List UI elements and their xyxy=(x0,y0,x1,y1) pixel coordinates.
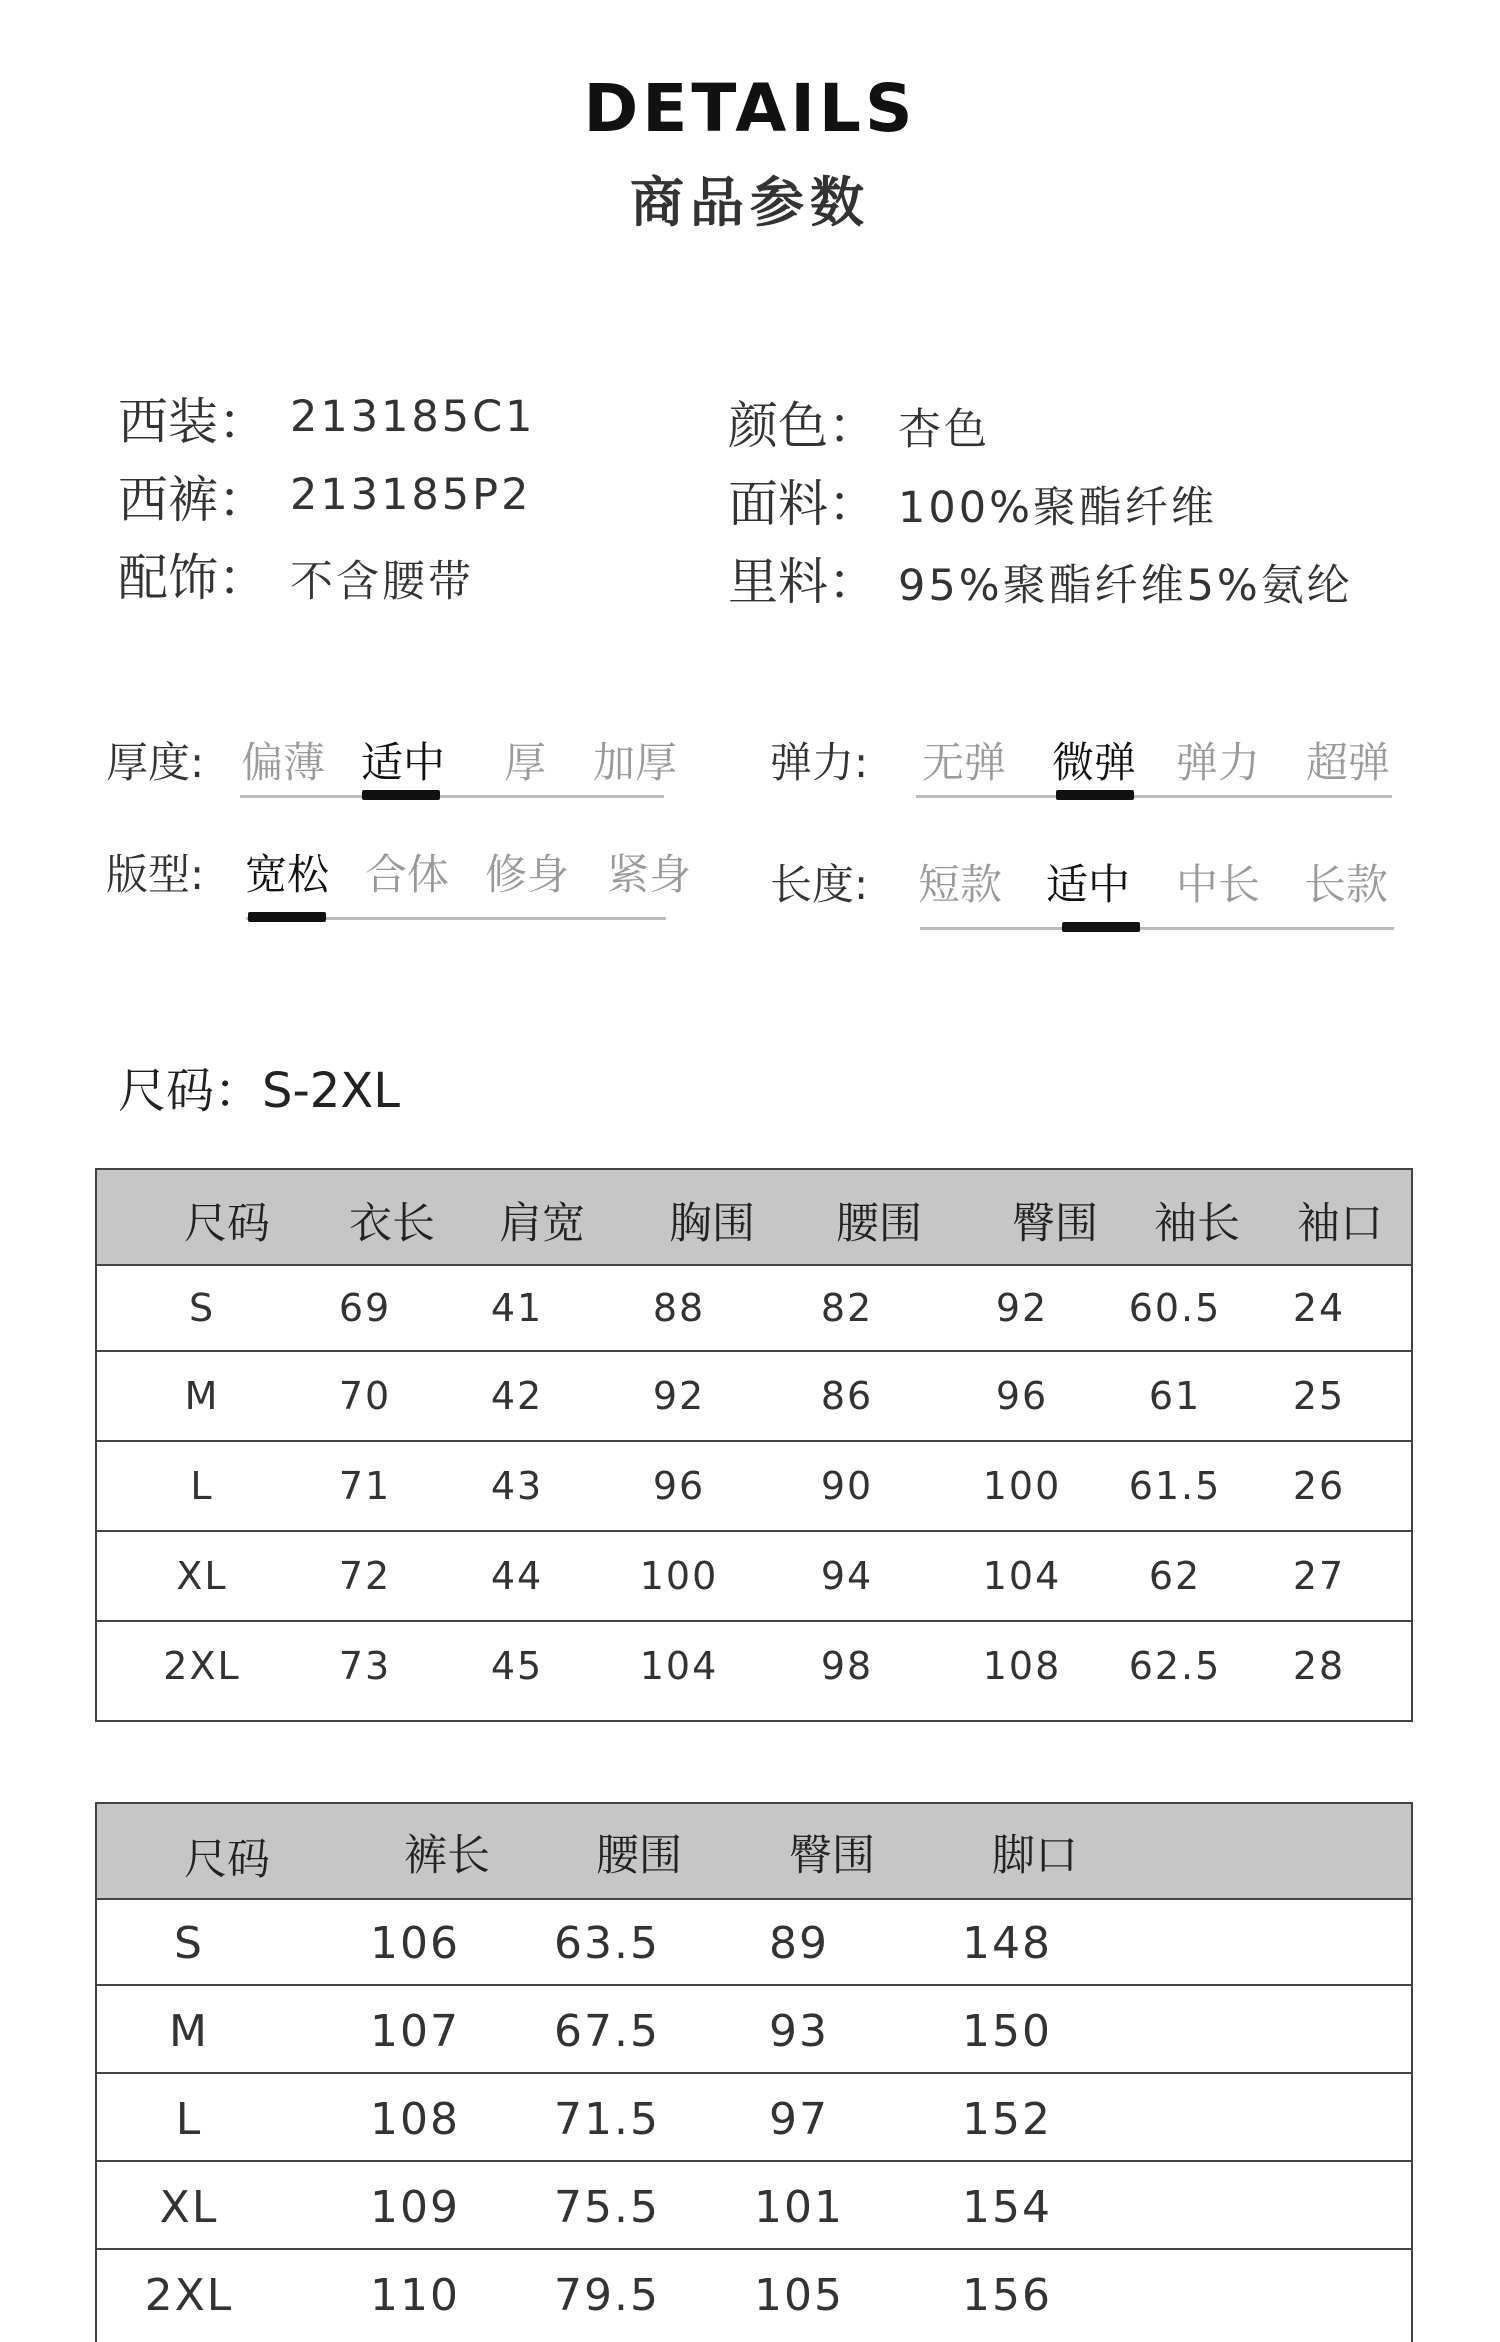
jacket-cell: 24 xyxy=(1292,1286,1346,1330)
jacket-cell: 69 xyxy=(338,1286,392,1330)
jacket-cell: 27 xyxy=(1292,1554,1346,1598)
pants-cell: 2XL xyxy=(144,2270,234,2321)
pants-cell: M xyxy=(169,2006,209,2057)
jacket-cell: 108 xyxy=(982,1644,1062,1688)
thickness-option-thin: 偏薄 xyxy=(240,738,325,787)
elasticity-track xyxy=(916,795,1392,798)
pants-header-hip: 臀围 xyxy=(789,1831,875,1881)
pants-cell: 156 xyxy=(962,2270,1052,2321)
lining-value: 95%聚酯纤维5%氨纶 xyxy=(898,561,1353,611)
jacket-row-divider xyxy=(97,1620,1411,1622)
jacket-header-sleeve: 袖长 xyxy=(1154,1199,1240,1249)
jacket-cell: XL xyxy=(176,1554,228,1598)
pants-cell: 105 xyxy=(754,2270,844,2321)
jacket-row-divider xyxy=(97,1530,1411,1532)
jacket-header-chest: 胸围 xyxy=(669,1199,755,1249)
jacket-cell: M xyxy=(184,1374,220,1418)
elasticity-option-elastic: 弹力 xyxy=(1175,738,1260,787)
jacket-cell: 96 xyxy=(995,1374,1049,1418)
pants-label: 西裤： xyxy=(118,471,268,529)
jacket-cell: 61 xyxy=(1148,1374,1202,1418)
jacket-cell: 2XL xyxy=(163,1644,241,1688)
pants-cell: 108 xyxy=(370,2094,460,2145)
jacket-cell: L xyxy=(190,1464,214,1508)
pants-cell: 154 xyxy=(962,2182,1052,2233)
lining-label: 里料： xyxy=(728,553,878,611)
pants-cell: 107 xyxy=(370,2006,460,2057)
fit-option-tight: 紧身 xyxy=(606,850,691,899)
jacket-cell: 26 xyxy=(1292,1464,1346,1508)
jacket-cell: 25 xyxy=(1292,1374,1346,1418)
title-zh: 商品参数 xyxy=(630,171,870,234)
fabric-value: 100%聚酯纤维 xyxy=(898,483,1217,533)
jacket-cell: 41 xyxy=(490,1286,544,1330)
accessory-value: 不含腰带 xyxy=(290,557,474,607)
jacket-header-cuff: 袖口 xyxy=(1297,1199,1383,1249)
pants-cell: 97 xyxy=(769,2094,829,2145)
jacket-cell: 96 xyxy=(652,1464,706,1508)
pants-cell: 71.5 xyxy=(554,2094,660,2145)
suit-value: 213185C1 xyxy=(290,392,536,442)
thickness-option-medium: 适中 xyxy=(360,738,445,787)
fit-label: 版型: xyxy=(106,850,205,899)
thickness-track xyxy=(240,795,664,798)
jacket-cell: 82 xyxy=(820,1286,874,1330)
title-en: DETAILS xyxy=(583,70,917,147)
fit-option-slim: 修身 xyxy=(484,850,569,899)
jacket-cell: 94 xyxy=(820,1554,874,1598)
pants-row-divider xyxy=(97,2248,1411,2250)
pants-table-header xyxy=(97,1804,1411,1900)
jacket-cell: 43 xyxy=(490,1464,544,1508)
jacket-cell: 92 xyxy=(995,1286,1049,1330)
jacket-table-header xyxy=(97,1170,1411,1266)
size-range: 尺码：S-2XL xyxy=(118,1063,400,1119)
jacket-header-hip: 臀围 xyxy=(1012,1199,1098,1249)
jacket-cell: 104 xyxy=(639,1644,719,1688)
jacket-cell: 61.5 xyxy=(1128,1464,1222,1508)
jacket-cell: 60.5 xyxy=(1128,1286,1222,1330)
pants-header-length: 裤长 xyxy=(404,1831,490,1881)
length-marker xyxy=(1062,922,1140,932)
thickness-option-thick: 厚 xyxy=(503,738,546,787)
elasticity-option-none: 无弹 xyxy=(921,738,1006,787)
jacket-cell: 72 xyxy=(338,1554,392,1598)
elasticity-marker xyxy=(1056,790,1134,800)
length-option-short: 短款 xyxy=(917,860,1002,909)
pants-header-waist: 腰围 xyxy=(596,1831,682,1881)
jacket-cell: 71 xyxy=(338,1464,392,1508)
pants-cell: 93 xyxy=(769,2006,829,2057)
elasticity-option-slight: 微弹 xyxy=(1051,738,1136,787)
accessory-label: 配饰： xyxy=(118,549,268,607)
length-option-regular: 适中 xyxy=(1045,860,1130,909)
jacket-cell: 104 xyxy=(982,1554,1062,1598)
pants-cell: 75.5 xyxy=(554,2182,660,2233)
jacket-header-shoulder: 肩宽 xyxy=(499,1199,585,1249)
suit-label: 西装： xyxy=(118,393,268,451)
elasticity-option-super: 超弹 xyxy=(1305,738,1390,787)
pants-row-divider xyxy=(97,1984,1411,1986)
jacket-cell: 92 xyxy=(652,1374,706,1418)
pants-cell: 79.5 xyxy=(554,2270,660,2321)
pants-cell: 101 xyxy=(754,2182,844,2233)
pants-value: 213185P2 xyxy=(290,470,532,520)
fabric-label: 面料： xyxy=(728,475,878,533)
jacket-cell: 62.5 xyxy=(1128,1644,1222,1688)
jacket-cell: 100 xyxy=(982,1464,1062,1508)
color-value: 杏色 xyxy=(898,405,990,455)
pants-cell: 152 xyxy=(962,2094,1052,2145)
pants-row-divider xyxy=(97,2072,1411,2074)
pants-cell: 110 xyxy=(370,2270,460,2321)
jacket-cell: 88 xyxy=(652,1286,706,1330)
thickness-label: 厚度: xyxy=(106,738,205,787)
length-track xyxy=(920,927,1394,930)
fit-option-loose: 宽松 xyxy=(244,850,329,899)
jacket-cell: 98 xyxy=(820,1644,874,1688)
thickness-marker xyxy=(362,790,440,800)
pants-cell: 150 xyxy=(962,2006,1052,2057)
pants-cell: XL xyxy=(159,2182,219,2233)
jacket-header-waist: 腰围 xyxy=(836,1199,922,1249)
pants-cell: 89 xyxy=(769,1918,829,1969)
jacket-cell: 44 xyxy=(490,1554,544,1598)
jacket-cell: 62 xyxy=(1148,1554,1202,1598)
jacket-row-divider xyxy=(97,1440,1411,1442)
jacket-cell: 28 xyxy=(1292,1644,1346,1688)
jacket-cell: 86 xyxy=(820,1374,874,1418)
jacket-cell: S xyxy=(188,1286,216,1330)
jacket-cell: 90 xyxy=(820,1464,874,1508)
thickness-option-extra-thick: 加厚 xyxy=(592,738,677,787)
pants-cell: 63.5 xyxy=(554,1918,660,1969)
fit-marker xyxy=(248,912,326,922)
pants-row-divider xyxy=(97,2160,1411,2162)
elasticity-label: 弹力: xyxy=(770,738,869,787)
jacket-cell: 42 xyxy=(490,1374,544,1418)
jacket-size-table xyxy=(95,1168,1413,1722)
pants-cell: L xyxy=(175,2094,203,2145)
fit-option-regular: 合体 xyxy=(364,850,449,899)
jacket-header-size: 尺码 xyxy=(184,1199,270,1249)
jacket-header-length: 衣长 xyxy=(349,1199,435,1249)
pants-cell: 109 xyxy=(370,2182,460,2233)
pants-header-size: 尺码 xyxy=(184,1835,270,1885)
jacket-cell: 73 xyxy=(338,1644,392,1688)
pants-cell: S xyxy=(174,1918,204,1969)
pants-cell: 148 xyxy=(962,1918,1052,1969)
pants-cell: 67.5 xyxy=(554,2006,660,2057)
jacket-cell: 70 xyxy=(338,1374,392,1418)
jacket-cell: 45 xyxy=(490,1644,544,1688)
color-label: 颜色： xyxy=(728,397,878,455)
jacket-row-divider xyxy=(97,1350,1411,1352)
length-option-long: 长款 xyxy=(1303,860,1388,909)
pants-header-hem: 脚口 xyxy=(992,1831,1078,1881)
pants-size-table xyxy=(95,1802,1413,2342)
pants-cell: 106 xyxy=(370,1918,460,1969)
jacket-cell: 100 xyxy=(639,1554,719,1598)
length-option-mid-long: 中长 xyxy=(1175,860,1260,909)
length-label: 长度: xyxy=(770,860,869,909)
